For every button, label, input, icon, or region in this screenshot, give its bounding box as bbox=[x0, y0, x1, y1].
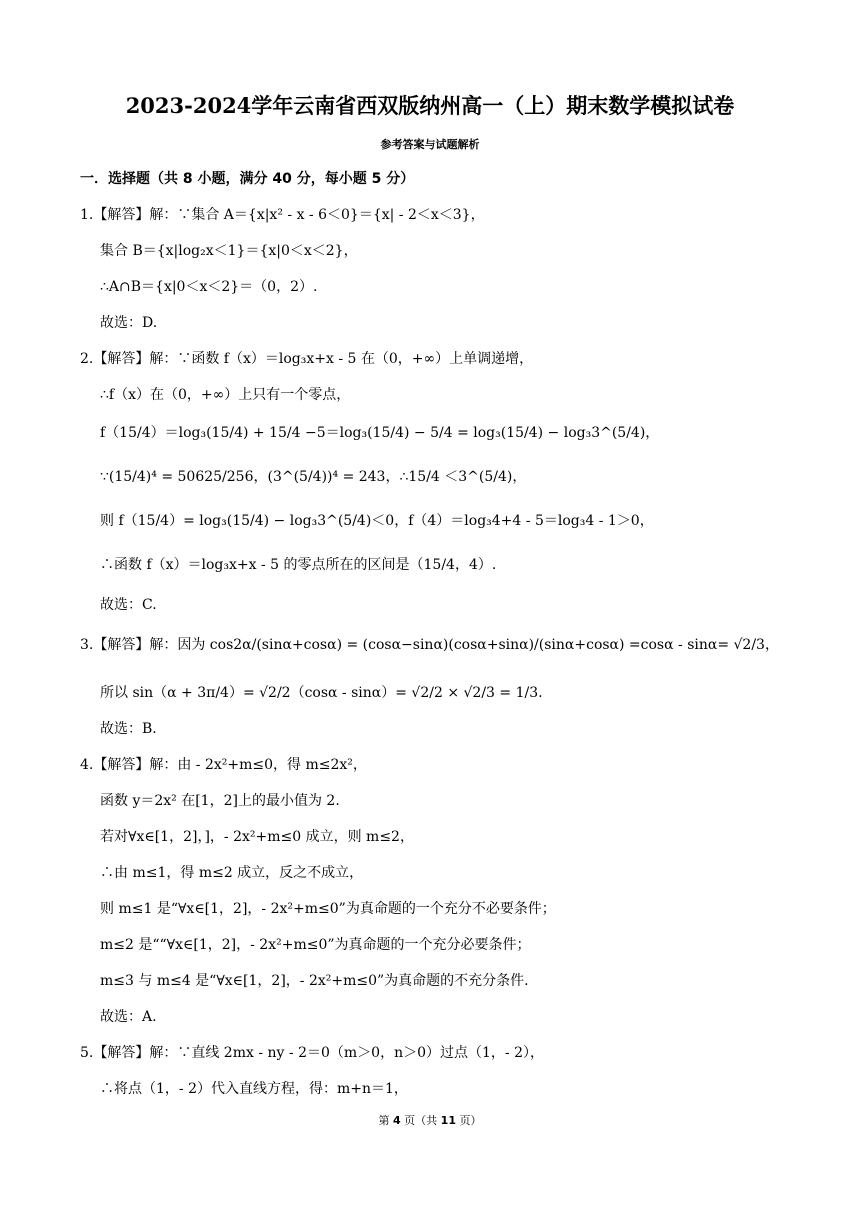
answer-line: 故选：C. bbox=[100, 597, 157, 613]
answer-line: ∴将点（1，‑ 2）代入直线方程，得：m+n＝1， bbox=[100, 1081, 408, 1097]
answer-line: 故选：B. bbox=[100, 721, 157, 737]
answer-line: 4.【解答】解：由 ‑ 2x²+m≤0，得 m≤2x²， bbox=[80, 757, 367, 773]
page-title: 2023-2024学年云南省西双版纳州高一（上）期末数学模拟试卷 bbox=[125, 93, 735, 118]
answer-line: ∴函数 f（x）＝log₃x+x ‑ 5 的零点所在的区间是（15/4，4）. bbox=[100, 557, 497, 573]
answer-line: m≤3 与 m≤4 是“∀x∈[1，2]，‑ 2x²+m≤0”为真命题的不充分条件. bbox=[100, 973, 529, 989]
footer-page-number: 4 bbox=[393, 1114, 401, 1127]
answer-line: 2.【解答】解：∵函数 f（x）＝log₃x+x ‑ 5 在（0，+∞）上单调递增， bbox=[80, 351, 534, 367]
answer-line: 1.【解答】解：∵集合 A＝{x|x² ‑ x ‑ 6＜0}＝{x| ‑ 2＜x＜3}， bbox=[80, 207, 485, 223]
answer-line: ∴由 m≤1，得 m≤2 成立，反之不成立， bbox=[100, 865, 364, 881]
answer-line: ∴A∩B＝{x|0＜x＜2}＝（0，2）. bbox=[100, 279, 318, 295]
answer-line: 函数 y＝2x² 在[1，2]上的最小值为 2. bbox=[100, 793, 340, 809]
answer-line: m≤2 是““∀x∈[1，2]，‑ 2x²+m≤0”为真命题的一个充分必要条件； bbox=[100, 937, 531, 953]
answer-line: 所以 sin（α + 3π/4）= √2/2（cosα ‑ sinα）= √2/2 × √2/3 = 1/3. bbox=[100, 685, 543, 701]
answer-line: 3.【解答】解：因为 cos2α/(sinα+cosα) = (cosα−sinα)(cosα+sinα)/(sinα+cosα) =cosα ‑ sinα= √2/3， bbox=[80, 637, 779, 653]
footer-total-pages: 11 bbox=[440, 1114, 456, 1127]
answer-line: ∵(15/4)⁴ = 50625/256，(3^(5/4))⁴ = 243，∴15/4 ＜3^(5/4)， bbox=[100, 469, 527, 485]
footer-prefix: 第 bbox=[378, 1114, 394, 1127]
answer-line: 集合 B＝{x|log₂x＜1}＝{x|0＜x＜2}， bbox=[100, 243, 358, 259]
answer-line: 故选：A. bbox=[100, 1009, 157, 1025]
section-heading: 一．选择题（共 8 小题，满分 40 分，每小题 5 分） bbox=[80, 171, 415, 187]
page-footer bbox=[0, 1112, 860, 1128]
answer-line: ∴f（x）在（0，+∞）上只有一个零点， bbox=[100, 387, 351, 403]
answer-line: f（15/4）＝log₃(15/4) + 15/4 −5＝log₃(15/4) − 5/4 = log₃(15/4) − log₃3^(5/4)， bbox=[100, 425, 660, 441]
answer-line: 故选：D. bbox=[100, 315, 158, 331]
answer-line: 5.【解答】解：∵直线 2mx ‑ ny ‑ 2＝0（m＞0，n＞0）过点（1，‑ 2）， bbox=[80, 1045, 544, 1061]
page-subtitle: 参考答案与试题解析 bbox=[380, 138, 480, 151]
footer-middle: 页（共 bbox=[400, 1114, 441, 1127]
footer-suffix: 页） bbox=[455, 1114, 482, 1127]
answer-line: 则 f（15/4）= log₃(15/4) − log₃3^(5/4)＜0，f（4）＝log₃4+4 ‑ 5＝log₃4 ‑ 1＞0， bbox=[100, 513, 654, 529]
answer-line: 则 m≤1 是“∀x∈[1，2]，‑ 2x²+m≤0”为真命题的一个充分不必要条件； bbox=[100, 901, 556, 917]
answer-line: 若对∀x∈[1，2]，]，‑ 2x²+m≤0 成立，则 m≤2， bbox=[100, 829, 414, 845]
